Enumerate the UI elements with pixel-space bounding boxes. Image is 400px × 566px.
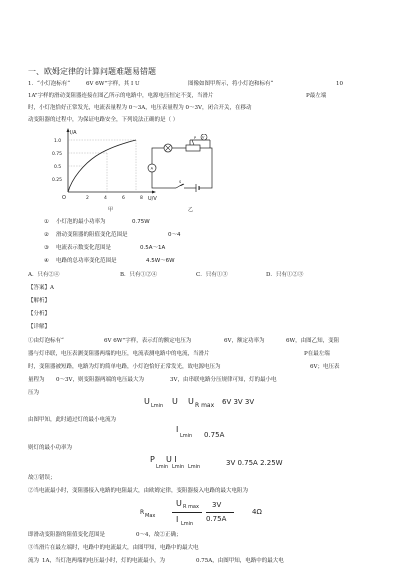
formula1-sub: Lmin bbox=[151, 403, 164, 409]
formula1-values: 6V 3V 3V bbox=[222, 398, 255, 406]
formula1-sub2: R max bbox=[195, 402, 215, 409]
statement-3-value: 0.5A～1A bbox=[140, 245, 166, 251]
x-tick-8: 8 bbox=[140, 196, 143, 201]
option-d: D．只有①②③ bbox=[266, 272, 304, 278]
formula4-fraction-bar-1 bbox=[172, 512, 202, 513]
formula4-c1: 3V bbox=[212, 501, 222, 509]
statement-4-text: 电路的总功率变化范围是 bbox=[56, 258, 117, 264]
x-axis-label: U/V bbox=[148, 196, 157, 202]
switch-gap bbox=[176, 186, 184, 190]
y-tick-0-25: 0.25 bbox=[52, 178, 63, 183]
formula3-sub1: Lmin bbox=[156, 464, 169, 470]
detail-line-1a: ①由灯泡标有“ bbox=[28, 338, 64, 344]
detail-line-4b: 0～3V，则变阻器两端的电压最大为 bbox=[56, 377, 144, 383]
detail-line-10: 即滑动变阻器的阻值变化范围是 bbox=[28, 532, 106, 538]
formula1-u: U bbox=[144, 397, 150, 406]
y-tick-1-0: 1.0 bbox=[54, 139, 62, 144]
y-tick-0-75: 0.75 bbox=[52, 152, 63, 157]
switch-label: S bbox=[179, 180, 182, 184]
formula4-num-sub: R max bbox=[183, 504, 199, 510]
fenxi-tag: 【分析】 bbox=[28, 311, 51, 317]
formula4-fraction-bar-2 bbox=[206, 512, 234, 513]
x-tick-2: 2 bbox=[86, 196, 89, 201]
statement-2-num: ② bbox=[44, 232, 49, 238]
x-tick-6: 6 bbox=[122, 196, 125, 201]
origin-label: O bbox=[62, 195, 66, 201]
formula3-ui: U I bbox=[166, 455, 177, 464]
ammeter-label: A bbox=[150, 166, 154, 171]
voltmeter-label: V bbox=[202, 135, 205, 140]
statement-2-text: 滑动变阻器的阻值变化范围是 bbox=[56, 232, 128, 238]
option-a: A．只有②④ bbox=[28, 272, 60, 278]
detail-tag: 【详解】 bbox=[28, 324, 51, 330]
iu-curve bbox=[68, 140, 136, 192]
detail-line-2b: P在最左端 bbox=[304, 351, 330, 357]
detail-line-1c: 6V，额定功率为 bbox=[224, 338, 265, 344]
formula4-result: 4Ω bbox=[252, 508, 262, 516]
detail-line-12c: 0.75A，由图甲知，电路中的最大电 bbox=[196, 558, 284, 564]
answer-tag: 【答案】A bbox=[28, 285, 54, 291]
question-line-1a: 1．“小灯泡标有“ bbox=[28, 81, 71, 87]
formula3-p: P bbox=[150, 455, 155, 464]
option-c: C．只有①③ bbox=[196, 272, 228, 278]
formula3-sub3: Lmin bbox=[188, 464, 201, 470]
formula4-den: I bbox=[176, 515, 179, 524]
figure-label-yi: 乙 bbox=[188, 207, 194, 213]
battery-gap bbox=[197, 186, 199, 190]
x-tick-4: 4 bbox=[104, 196, 107, 201]
detail-line-4c: 3V，由串联电路分压规律可知，灯的最小电 bbox=[170, 377, 277, 383]
detail-line-11: ③当滑片在最左端时，电路中的电流最大，由图甲知，电路中的最大电 bbox=[28, 545, 199, 551]
slider-label: P bbox=[194, 136, 197, 140]
rheostat-slider bbox=[192, 140, 194, 145]
circuit-wire-loop bbox=[152, 148, 212, 188]
question-line-2a: 1A”字样的滑动变阻器连接在图乙所示的电路中，电源电压恒定不变，当滑片 bbox=[28, 93, 214, 99]
formula3-values: 3V 0.75A 2.25W bbox=[226, 459, 283, 467]
statement-1-num: ① bbox=[44, 219, 49, 225]
statement-4-value: 4.5W～6W bbox=[146, 258, 175, 264]
question-line-4: 动变阻器的过程中，为保证电路安全，下列说法正确的是（ ） bbox=[28, 117, 179, 123]
question-line-1c: 图像如图甲所示，将小灯泡和标有“ bbox=[188, 81, 274, 87]
question-line-2b: P最左端 bbox=[306, 93, 327, 99]
formula2-sub: Lmin bbox=[180, 433, 193, 439]
circuit-diagram bbox=[146, 134, 218, 198]
detail-line-12a: 流为 bbox=[28, 558, 40, 564]
formula4-den-sub: Lmin bbox=[181, 521, 194, 527]
rheostat bbox=[186, 145, 200, 151]
question-line-1d: 10 bbox=[336, 81, 343, 87]
question-line-3: 时，小灯泡恰好正常发光，电流表量程为 0～3A，电压表量程为 0～3V，闭合开关，在移动 bbox=[28, 105, 252, 111]
formula2-i: I bbox=[176, 425, 179, 434]
detail-line-10b: 0～4，故②正确； bbox=[136, 532, 182, 538]
statement-2-value: 0～4 bbox=[168, 232, 181, 238]
detail-line-12b: 1A，当灯泡两端的电压最小时，灯的电流最小，为 bbox=[42, 558, 165, 564]
detail-line-8: 故①错误； bbox=[28, 475, 56, 481]
formula4-c2: 0.75A bbox=[206, 515, 227, 523]
formula4-num: U bbox=[176, 499, 182, 508]
formula2-value: 0.75A bbox=[204, 431, 225, 439]
detail-line-2a: 器与灯串联，电压表测变阻器两端的电压，电流表测电路中的电流，当滑片 bbox=[28, 351, 210, 357]
statement-3-text: 电流表示数变化范围是 bbox=[56, 245, 112, 251]
figure-label-jia: 甲 bbox=[108, 207, 114, 213]
y-axis-label: I/A bbox=[70, 130, 77, 136]
formula4-sub: Max bbox=[145, 513, 156, 519]
detail-line-9: ②当电流最小时，变阻器接入电路的电阻最大，由欧姆定律，变阻器接入电路的最大电阻为 bbox=[28, 488, 249, 494]
detail-line-7: 则灯的最小功率为 bbox=[28, 445, 73, 451]
analysis-tag: 【解析】 bbox=[28, 298, 51, 304]
formula3-sub2: Lmin bbox=[172, 464, 185, 470]
y-tick-0-5: 0.5 bbox=[54, 165, 62, 170]
detail-line-4a: 量程为 bbox=[28, 377, 45, 383]
statement-3-num: ③ bbox=[44, 245, 49, 251]
question-line-1b: 6V 6W”字样，其 I U bbox=[86, 81, 140, 87]
detail-line-1d: 6W，由图乙知，变阻 bbox=[286, 338, 340, 344]
formula1-u2: U bbox=[172, 397, 178, 406]
statement-4-num: ④ bbox=[44, 258, 49, 264]
detail-line-1b: 6V 6W”字样，表示灯的额定电压为 bbox=[104, 338, 192, 344]
detail-line-6: 由图甲知，此时通过灯的最小电流为 bbox=[28, 417, 117, 423]
detail-line-5: 压为 bbox=[28, 390, 40, 396]
statement-1-text: 小灯泡的最小功率为 bbox=[56, 219, 106, 225]
formula4-r: R bbox=[140, 509, 145, 516]
section-title: 一、欧姆定律的计算问题难题易错题 bbox=[28, 67, 156, 76]
option-b: B．只有①②④ bbox=[120, 272, 158, 278]
formula1-u3: U bbox=[188, 397, 194, 406]
iu-chart bbox=[48, 126, 158, 202]
detail-line-3b: 6V；电压表 bbox=[310, 364, 340, 370]
statement-1-value: 0.75W bbox=[132, 219, 150, 225]
detail-line-3: 时，变阻器被短路，电路为灯的简单电路，小灯泡恰好正常发光，故电源电压为 bbox=[28, 364, 221, 370]
